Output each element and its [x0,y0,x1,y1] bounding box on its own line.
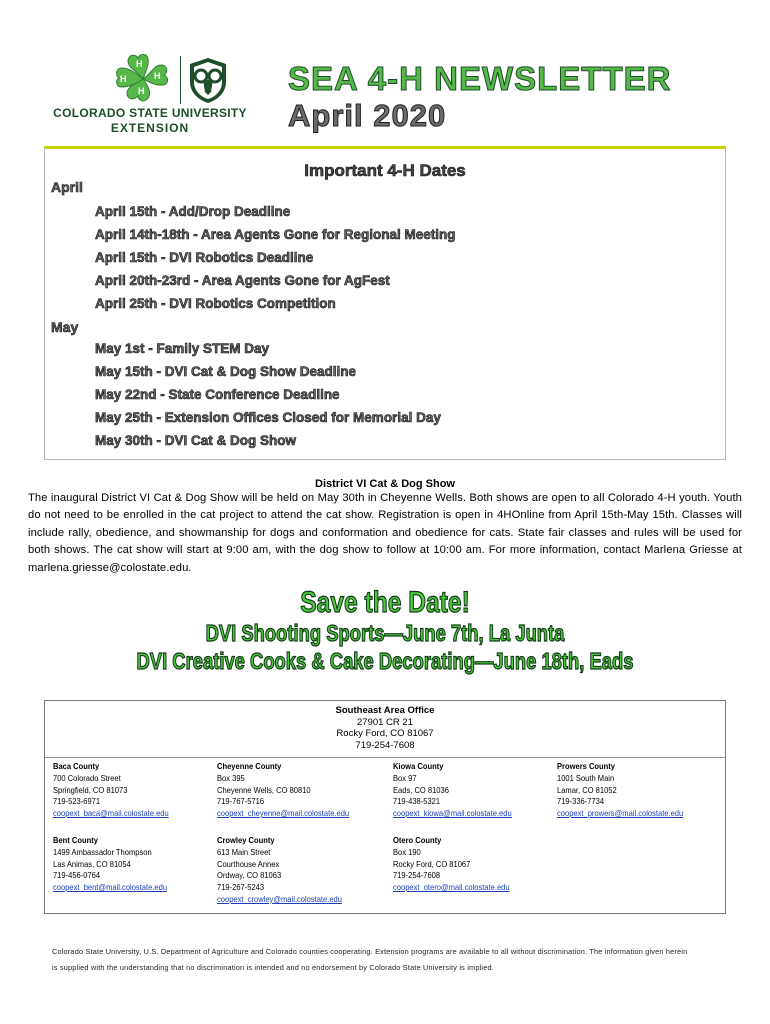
article-body: The inaugural District VI Cat & Dog Show will be held on May 30th in Cheyenne Wells. Both shows are open to all Colorado 4-H youth. Youth do not need to be enrolled in the cat project to attend the cat show. Registration is open in 4HOnline from April 15th-May 15th. Classes will include rally, obedience, and showmanship for dogs and conformation and obedience for cats. State fair classes and rules will be used for both shows. The cat show will start at 9:00 am, with the dog show to follow at 10:00 am. For more information, contact Marlena Griesse at marlena.griesse@colostate.edu. [28,492,742,574]
county-line: Box 395 [217,772,245,783]
date-item: May 1st - Family STEM Day [95,341,270,356]
county-line: Cheyenne Wells, CO 80810 [217,784,311,795]
date-item: May 15th - DVI Cat & Dog Show Deadline [95,364,357,379]
county-line: 719-767-5716 [217,796,265,807]
county-prowers [557,761,683,820]
office-phone: 719-254-7608 [355,739,415,751]
county-line: Springfield, CO 81073 [53,784,128,795]
save-the-date-title: Save the Date! [300,586,470,619]
county-line: 719-438-5321 [393,796,441,807]
county-email-link[interactable]: coopext_crowley@mail.colostate.edu [217,893,342,904]
footer-line: is supplied with the understanding that no discrimination is intended and no endorsement by Colorado State University is implied. [52,962,494,972]
county-line: Rocky Ford, CO 81067 [393,858,471,869]
month-label-may: May [51,319,79,335]
office-city: Rocky Ford, CO 81067 [336,728,434,739]
county-line: Courthouse Annex [217,858,280,869]
newsletter-title: SEA 4-H NEWSLETTER [288,60,672,97]
county-name: Prowers County [557,761,615,771]
county-line: 613 Main Street [217,846,271,857]
county-name: Cheyenne County [217,761,282,771]
csu-ram-icon [186,56,230,104]
county-line: Ordway, CO 81063 [217,870,282,881]
county-line: Lamar, CO 81052 [557,784,617,795]
county-line: Las Animas, CO 81054 [53,858,131,869]
county-line: 719-336-7734 [557,796,605,807]
county-crowley [217,835,342,906]
4h-clover-icon [106,52,180,106]
divider [45,757,725,758]
contact-table [44,700,726,914]
county-email-link[interactable]: coopext_prowers@mail.colostate.edu [557,808,684,819]
date-item: May 30th - DVI Cat & Dog Show [95,433,297,448]
svg-text:H: H [138,86,145,96]
county-line: 1001 South Main [557,772,615,783]
county-email-link[interactable]: coopext_otero@mail.colostate.edu [393,882,510,893]
date-item: April 25th - DVI Robotics Competition [95,296,336,311]
footer-disclaimer [52,944,732,975]
county-line: Box 97 [393,772,417,783]
date-item: April 14th-18th - Area Agents Gone for Regional Meeting [95,227,456,242]
county-otero [393,835,510,894]
save-the-date-event: DVI Creative Cooks & Cake Decorating—June 18th, Eads [136,648,634,674]
county-name: Crowley County [217,835,275,845]
org-name: COLORADO STATE UNIVERSITY [53,106,247,120]
county-line: 719-456-0764 [53,870,101,881]
date-item: May 25th - Extension Offices Closed for Memorial Day [95,410,441,425]
csu-extension-logo [28,52,272,136]
county-email-link[interactable]: coopext_bent@mail.colostate.edu [53,882,168,893]
county-baca [53,761,169,820]
date-item: April 15th - DVI Robotics Deadline [95,250,314,265]
county-bent [53,835,167,894]
county-line: 700 Colorado Street [53,772,121,783]
county-name: Bent County [53,835,98,845]
date-item: April 15th - Add/Drop Deadline [95,204,291,219]
office-address: 27901 CR 21 [357,716,413,728]
county-cheyenne [217,761,349,820]
svg-text:H: H [154,71,161,81]
county-line: 719-523-6971 [53,796,101,807]
article-title: District VI Cat & Dog Show [315,478,455,490]
county-line: 1499 Ambassador Thompson [53,846,152,857]
office-info [45,705,725,751]
svg-text:H: H [120,74,127,84]
month-label-april: April [51,179,83,195]
office-name: Southeast Area Office [335,705,435,716]
date-item: April 20th-23rd - Area Agents Gone for AgFest [95,273,390,288]
county-kiowa [393,761,512,820]
county-email-link[interactable]: coopext_cheyenne@mail.colostate.edu [217,808,350,819]
county-line: Eads, CO 81036 [393,784,449,795]
important-dates-heading: Important 4-H Dates [304,161,466,180]
county-email-link[interactable]: coopext_baca@mail.colostate.edu [53,808,169,819]
footer-line: Colorado State University, U.S. Department of Agriculture and Colorado counties cooperating. Extension programs are available to all without discrimination. The information given herein [52,947,688,956]
county-email-link[interactable]: coopext_kiowa@mail.colostate.edu [393,808,512,819]
county-line: 719-267-5243 [217,882,265,893]
county-name: Otero County [393,835,442,845]
county-name: Kiowa County [393,761,444,771]
logo-divider [180,56,181,104]
date-item: May 22nd - State Conference Deadline [95,387,340,402]
important-dates-box [44,146,726,460]
save-the-date-event: DVI Shooting Sports—June 7th, La Junta [205,620,565,646]
org-unit: EXTENSION [110,121,190,135]
svg-text:H: H [136,59,143,69]
county-line: Box 190 [393,846,421,857]
county-line: 719-254-7608 [393,870,441,881]
county-name: Baca County [53,761,100,771]
newsletter-date: April 2020 [288,98,447,133]
